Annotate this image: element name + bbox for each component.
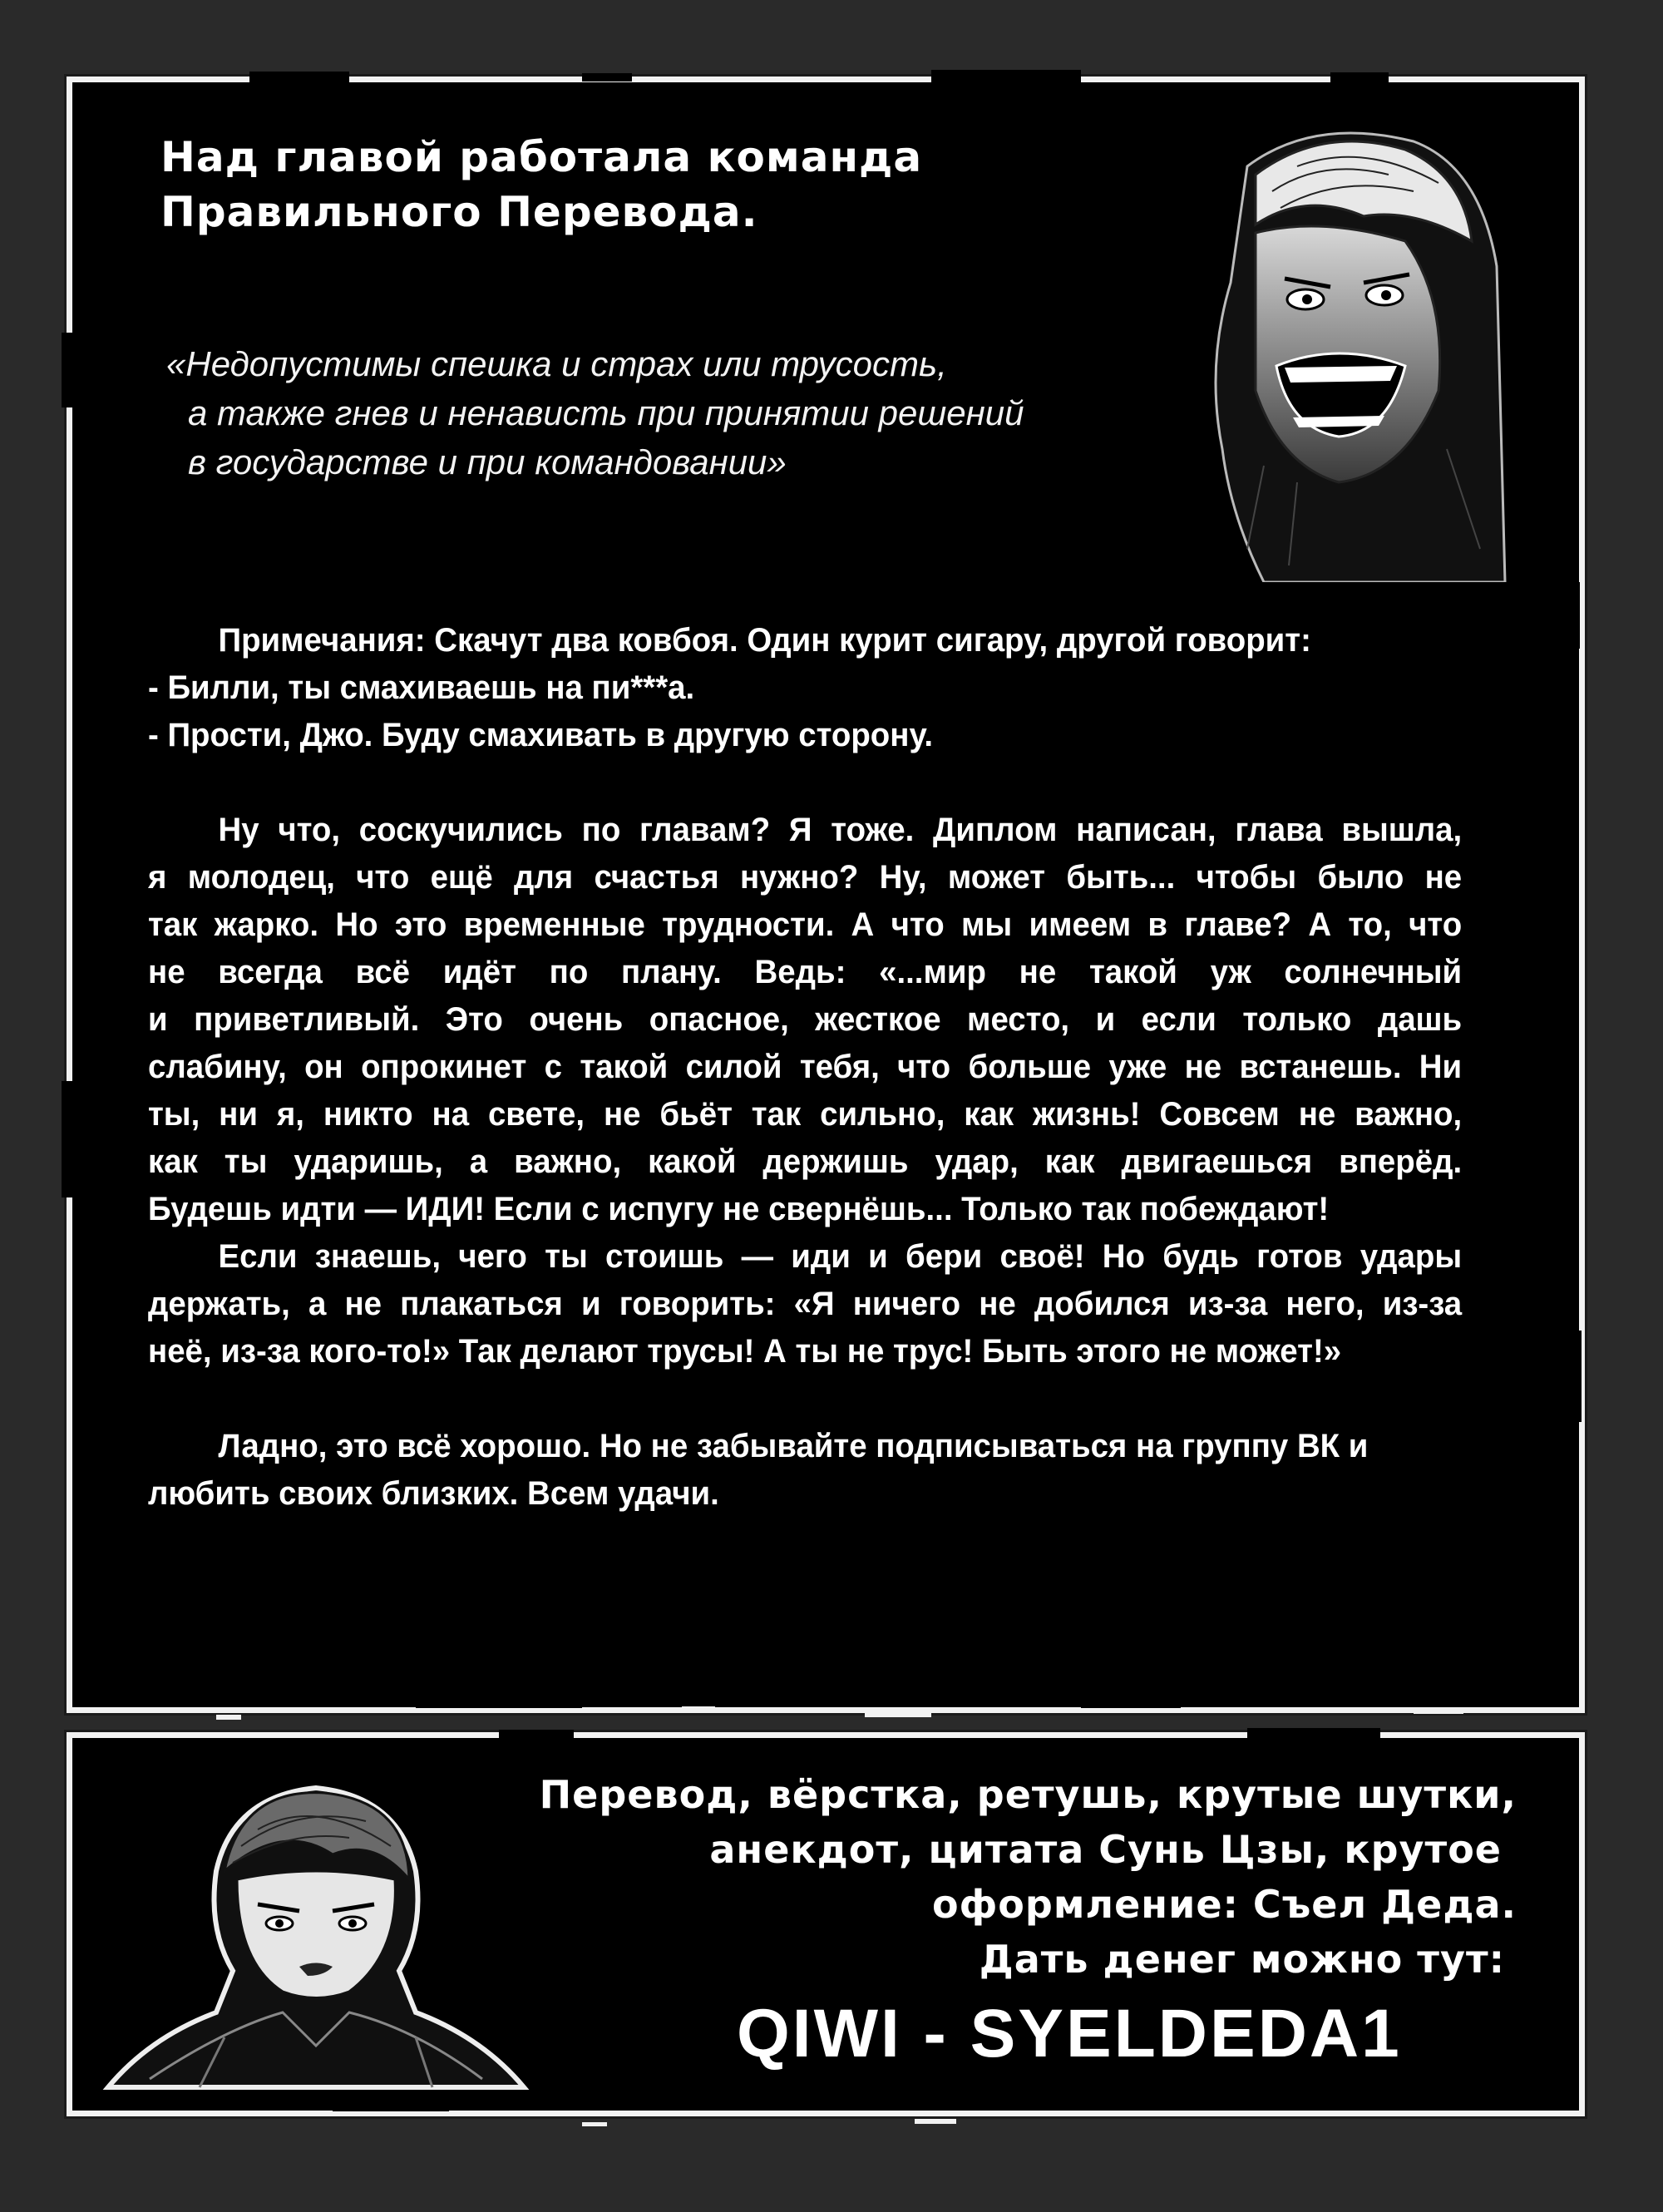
- paragraph-line: так жарко. Но это временные трудности. А что мы имеем в главе? А то, что: [148, 906, 1463, 943]
- quote-line: «Недопустимы спешка и страх или трусость,: [166, 344, 947, 383]
- paragraph-line: слабину, он опрокинет с такой силой тебя, что больше уже не встанешь. Ни: [148, 1049, 1463, 1085]
- closing-line: Ладно, это всё хорошо. Но не забывайте подписываться на группу ВК и: [218, 1428, 1369, 1464]
- notes-line: - Билли, ты смахиваешь на пи***а.: [148, 669, 695, 706]
- paragraph-line: Если знаешь, чего ты стоишь — иди и бери своё! Но будь готов удары: [218, 1238, 1463, 1275]
- qiwi-donation-label: QIWI - SYELDEDA1: [737, 1996, 1402, 2071]
- paragraph-line: и приветливый. Это очень опасное, жесткое место, и если только дашь: [148, 1001, 1463, 1038]
- heading-line: Над главой работала команда: [160, 133, 923, 181]
- villain-portrait-illustration: [1197, 116, 1513, 582]
- sun-tzu-quote: [166, 339, 1024, 486]
- paragraph-line: ты, ни я, никто на свете, не бьёт так сильно, как жизнь! Совсем не важно,: [148, 1096, 1463, 1133]
- paragraph-line: Ну что, соскучились по главам? Я тоже. Диплом написан, глава вышла,: [218, 812, 1463, 848]
- translator-portrait-illustration: [100, 1763, 532, 2096]
- credits-text: [540, 1767, 1517, 1987]
- credits-line: оформление: Съел Деда.: [932, 1882, 1517, 1927]
- paragraph-line: Будешь идти — ИДИ! Если с испугу не свернёшь... Только так побеждают!: [148, 1191, 1330, 1227]
- paragraph-line: держать, а не плакаться и говорить: «Я ничего не добился из-за него, из-за: [148, 1286, 1463, 1322]
- quote-line: а также гнев и ненависть при принятии решений: [188, 393, 1024, 432]
- credits-line: анекдот, цитата Сунь Цзы, крутое: [709, 1827, 1502, 1872]
- paragraph-line: я молодец, что ещё для счастья нужно? Ну, может быть... чтобы было не: [148, 859, 1463, 896]
- team-heading: [160, 130, 922, 239]
- credits-line: Дать денег можно тут:: [979, 1937, 1505, 1982]
- paragraph-line: как ты ударишь, а важно, какой держишь удар, как двигаешься вперёд.: [148, 1143, 1463, 1180]
- paragraph-line: неё, из-за кого-то!» Так делают трусы! А ты не трус! Быть этого не может!»: [148, 1333, 1342, 1370]
- closing-line: любить своих близких. Всем удачи.: [148, 1475, 719, 1512]
- quote-line: в государстве и при командовании»: [188, 442, 787, 481]
- notes-line: - Прости, Джо. Буду смахивать в другую сторону.: [148, 717, 934, 753]
- notes-line: Примечания: Скачут два ковбоя. Один курит сигару, другой говорит:: [218, 622, 1311, 659]
- notes-body: [148, 617, 1462, 1518]
- paragraph-line: не всегда всё идёт по плану. Ведь: «...мир не такой уж солнечный: [148, 954, 1463, 990]
- heading-line: Правильного Перевода.: [160, 188, 758, 236]
- credits-line: Перевод, вёрстка, ретушь, крутые шутки,: [539, 1772, 1517, 1817]
